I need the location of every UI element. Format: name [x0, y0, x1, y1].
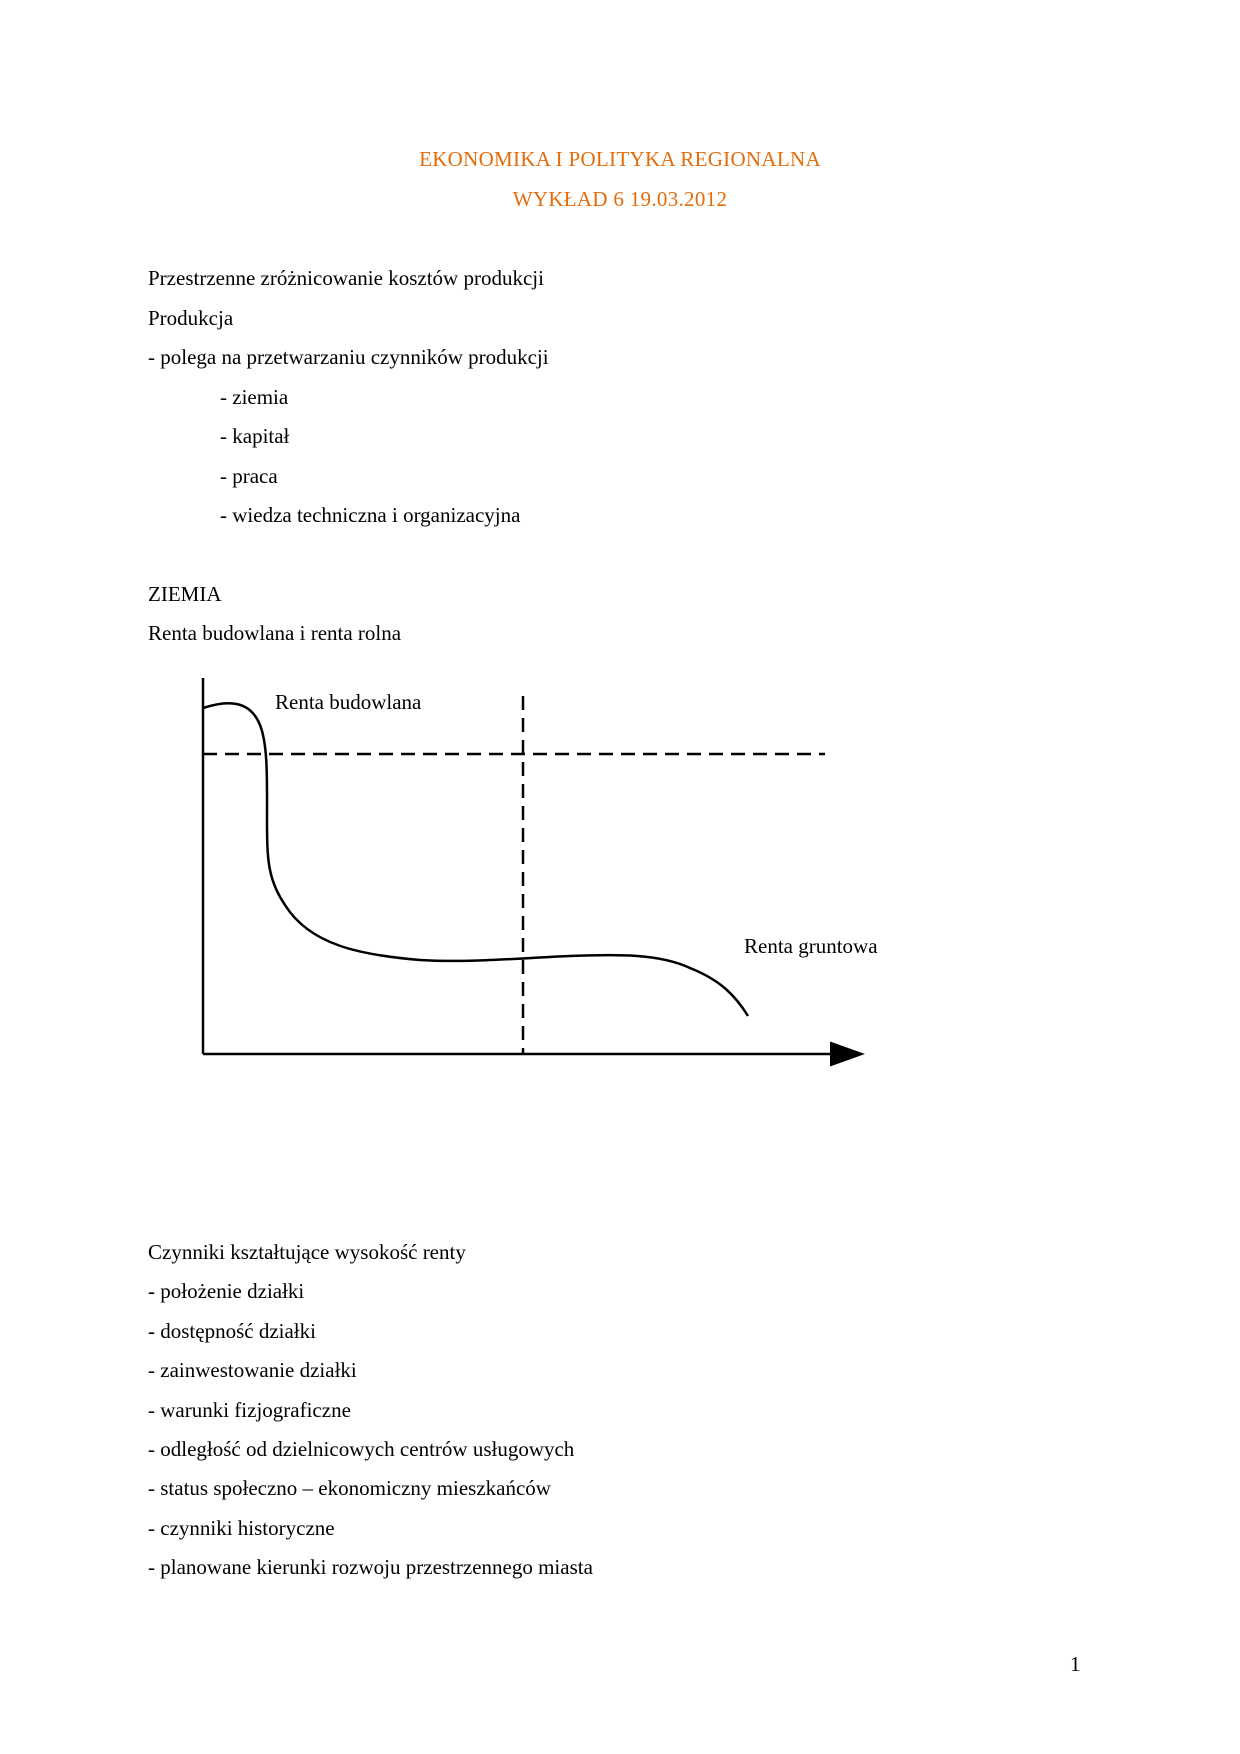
rent-subheading: Renta budowlana i renta rolna — [148, 621, 402, 645]
page-number: 1 — [1070, 1652, 1081, 1676]
rent-factor-item: - czynniki historyczne — [148, 1516, 335, 1540]
rent-factor-item: - dostępność działki — [148, 1319, 316, 1343]
rent-factor-item: - status społeczno – ekonomiczny mieszkańców — [148, 1476, 551, 1500]
factor-item: - wiedza techniczna i organizacyjna — [220, 503, 521, 527]
section-heading-land: ZIEMIA — [148, 582, 222, 606]
rent-factor-item: - planowane kierunki rozwoju przestrzennego miasta — [148, 1555, 593, 1579]
rent-factor-item: - warunki fizjograficzne — [148, 1398, 351, 1422]
document-title: EKONOMIKA I POLITYKA REGIONALNA — [419, 147, 821, 171]
production-definition: - polega na przetwarzaniu czynników produkcji — [148, 345, 549, 369]
factor-item: - praca — [220, 464, 278, 488]
lecture-subtitle: WYKŁAD 6 19.03.2012 — [512, 187, 728, 211]
rent-curve — [203, 703, 748, 1016]
section-heading-costs: Przestrzenne zróżnicowanie kosztów produkcji — [148, 266, 544, 290]
section-heading-rent-factors: Czynniki kształtujące wysokość renty — [148, 1240, 466, 1264]
production-label: Produkcja — [148, 306, 234, 330]
rent-factor-item: - odległość od dzielnicowych centrów usługowych — [148, 1437, 575, 1461]
factor-item: - kapitał — [220, 424, 290, 448]
rent-factor-item: - położenie działki — [148, 1279, 305, 1303]
land-rent-label: Renta gruntowa — [744, 934, 878, 958]
rent-factor-item: - zainwestowanie działki — [148, 1358, 357, 1382]
building-rent-label: Renta budowlana — [275, 690, 422, 714]
rent-chart — [0, 660, 1240, 1080]
factor-item: - ziemia — [220, 385, 289, 409]
